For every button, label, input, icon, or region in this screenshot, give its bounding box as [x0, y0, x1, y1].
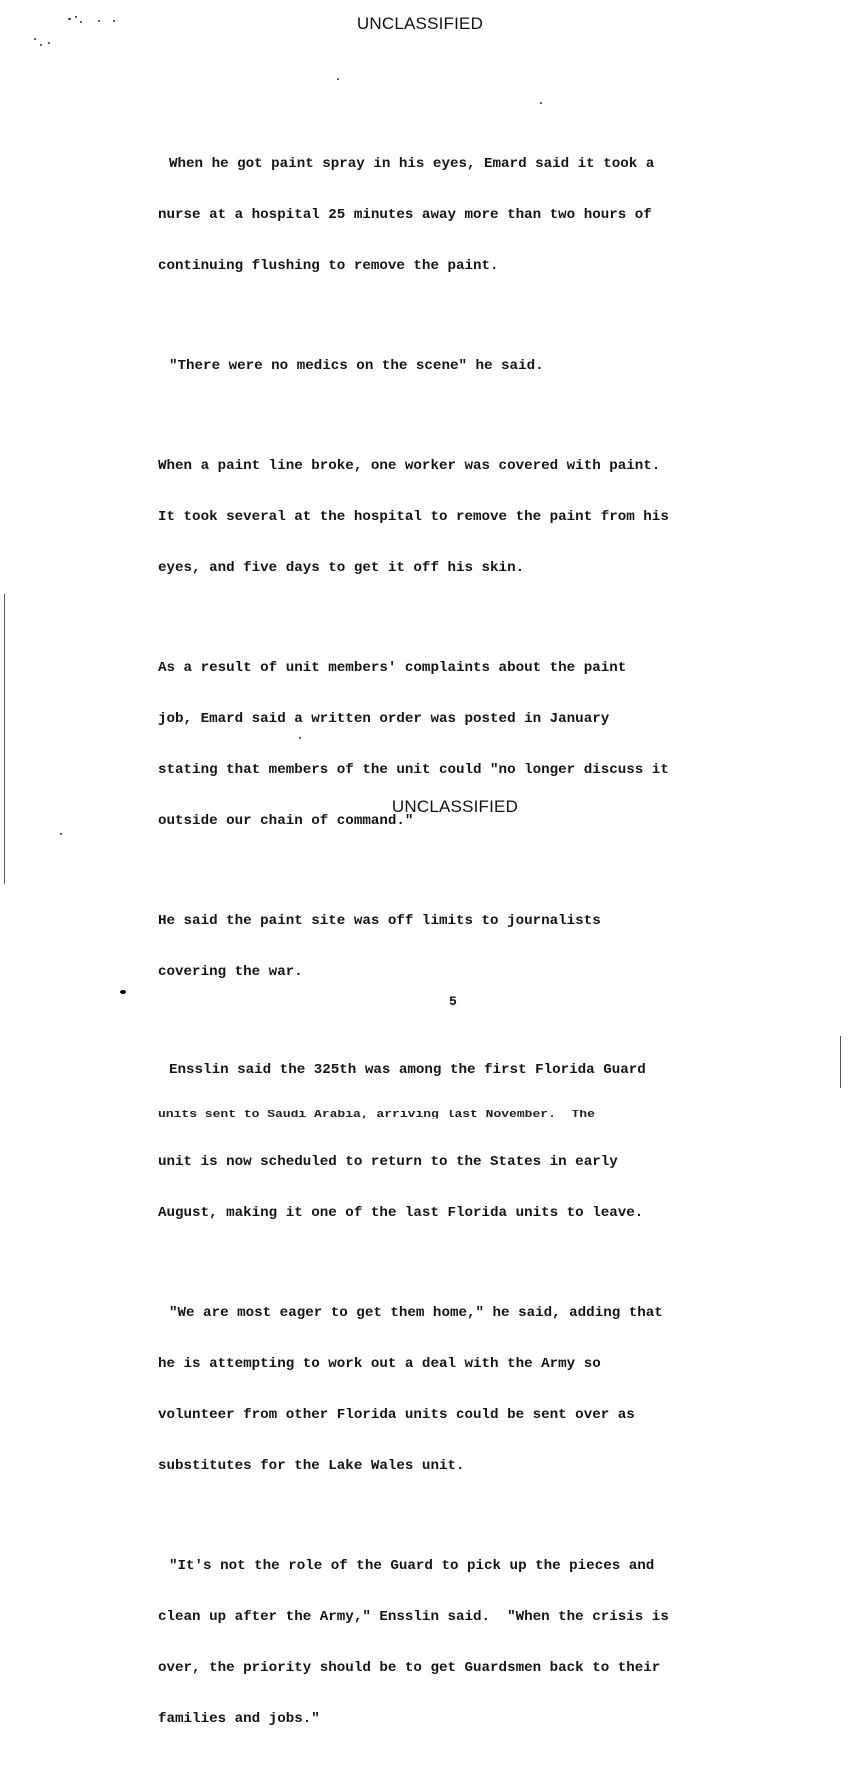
text-line: volunteer from other Florida units could be sent over as	[158, 1407, 635, 1423]
text-line: covering the war.	[158, 964, 303, 980]
text-line: outside our chain of command."	[158, 813, 414, 829]
text-line: "We are most eager to get them home," he said, adding that	[169, 1305, 663, 1321]
paragraph	[158, 122, 798, 309]
text-line: stating that members of the unit could "no longer discuss it	[158, 762, 669, 778]
page-number: 5	[449, 994, 457, 1009]
text-line: unit is now scheduled to return to the States in early	[158, 1154, 618, 1170]
scan-speck	[80, 21, 82, 23]
scan-speck	[120, 990, 126, 994]
article-body	[158, 122, 798, 1777]
text-line-garbled: units sent to Saudi Arabia, arriving last November. The	[158, 1110, 595, 1119]
text-line: When a paint line broke, one worker was covered with paint.	[158, 458, 661, 474]
paragraph	[158, 1030, 798, 1256]
text-line: continuing flushing to remove the paint.	[158, 258, 499, 274]
paragraph	[158, 1524, 798, 1762]
text-line: It took several at the hospital to remove the paint from his	[158, 509, 669, 525]
paragraph	[158, 324, 798, 409]
scan-edge-line	[4, 594, 5, 884]
classification-header: UNCLASSIFIED	[356, 14, 484, 33]
text-line: eyes, and five days to get it off his skin.	[158, 560, 525, 576]
text-line: he is attempting to work out a deal with the Army so	[158, 1356, 601, 1372]
text-line: over, the priority should be to get Guardsmen back to their	[158, 1660, 661, 1676]
text-line: clean up after the Army," Ensslin said. "When the crisis is	[158, 1609, 669, 1625]
scan-edge-line	[840, 1036, 841, 1088]
paragraph	[158, 879, 798, 1015]
text-line: families and jobs."	[158, 1711, 320, 1727]
paragraph	[158, 424, 798, 611]
text-line: When he got paint spray in his eyes, Emard said it took a	[169, 156, 655, 172]
scan-speck	[299, 737, 301, 739]
text-line: Ensslin said the 325th was among the first Florida Guard	[169, 1062, 646, 1078]
text-line: He said the paint site was off limits to journalists	[158, 913, 601, 929]
scan-speck	[68, 18, 71, 20]
scan-speck	[34, 38, 36, 40]
paragraph	[158, 1271, 798, 1509]
scan-speck	[75, 16, 77, 18]
classification-footer: UNCLASSIFIED	[391, 797, 519, 816]
scan-speck	[337, 78, 339, 80]
text-line: job, Emard said a written order was posted in January	[158, 711, 610, 727]
text-line: nurse at a hospital 25 minutes away more than two hours of	[158, 207, 652, 223]
text-line: "There were no medics on the scene" he said.	[169, 358, 544, 374]
text-line: August, making it one of the last Florida units to leave.	[158, 1205, 644, 1221]
text-line: substitutes for the Lake Wales unit.	[158, 1458, 465, 1474]
scan-speck	[540, 102, 542, 104]
paragraph	[158, 626, 798, 864]
scan-speck	[60, 833, 62, 835]
scan-speck	[113, 20, 115, 22]
scan-speck	[40, 44, 42, 46]
scan-speck	[98, 20, 100, 22]
text-line: As a result of unit members' complaints about the paint	[158, 660, 627, 676]
scan-speck	[48, 42, 50, 44]
text-line: "It's not the role of the Guard to pick up the pieces and	[169, 1558, 655, 1574]
